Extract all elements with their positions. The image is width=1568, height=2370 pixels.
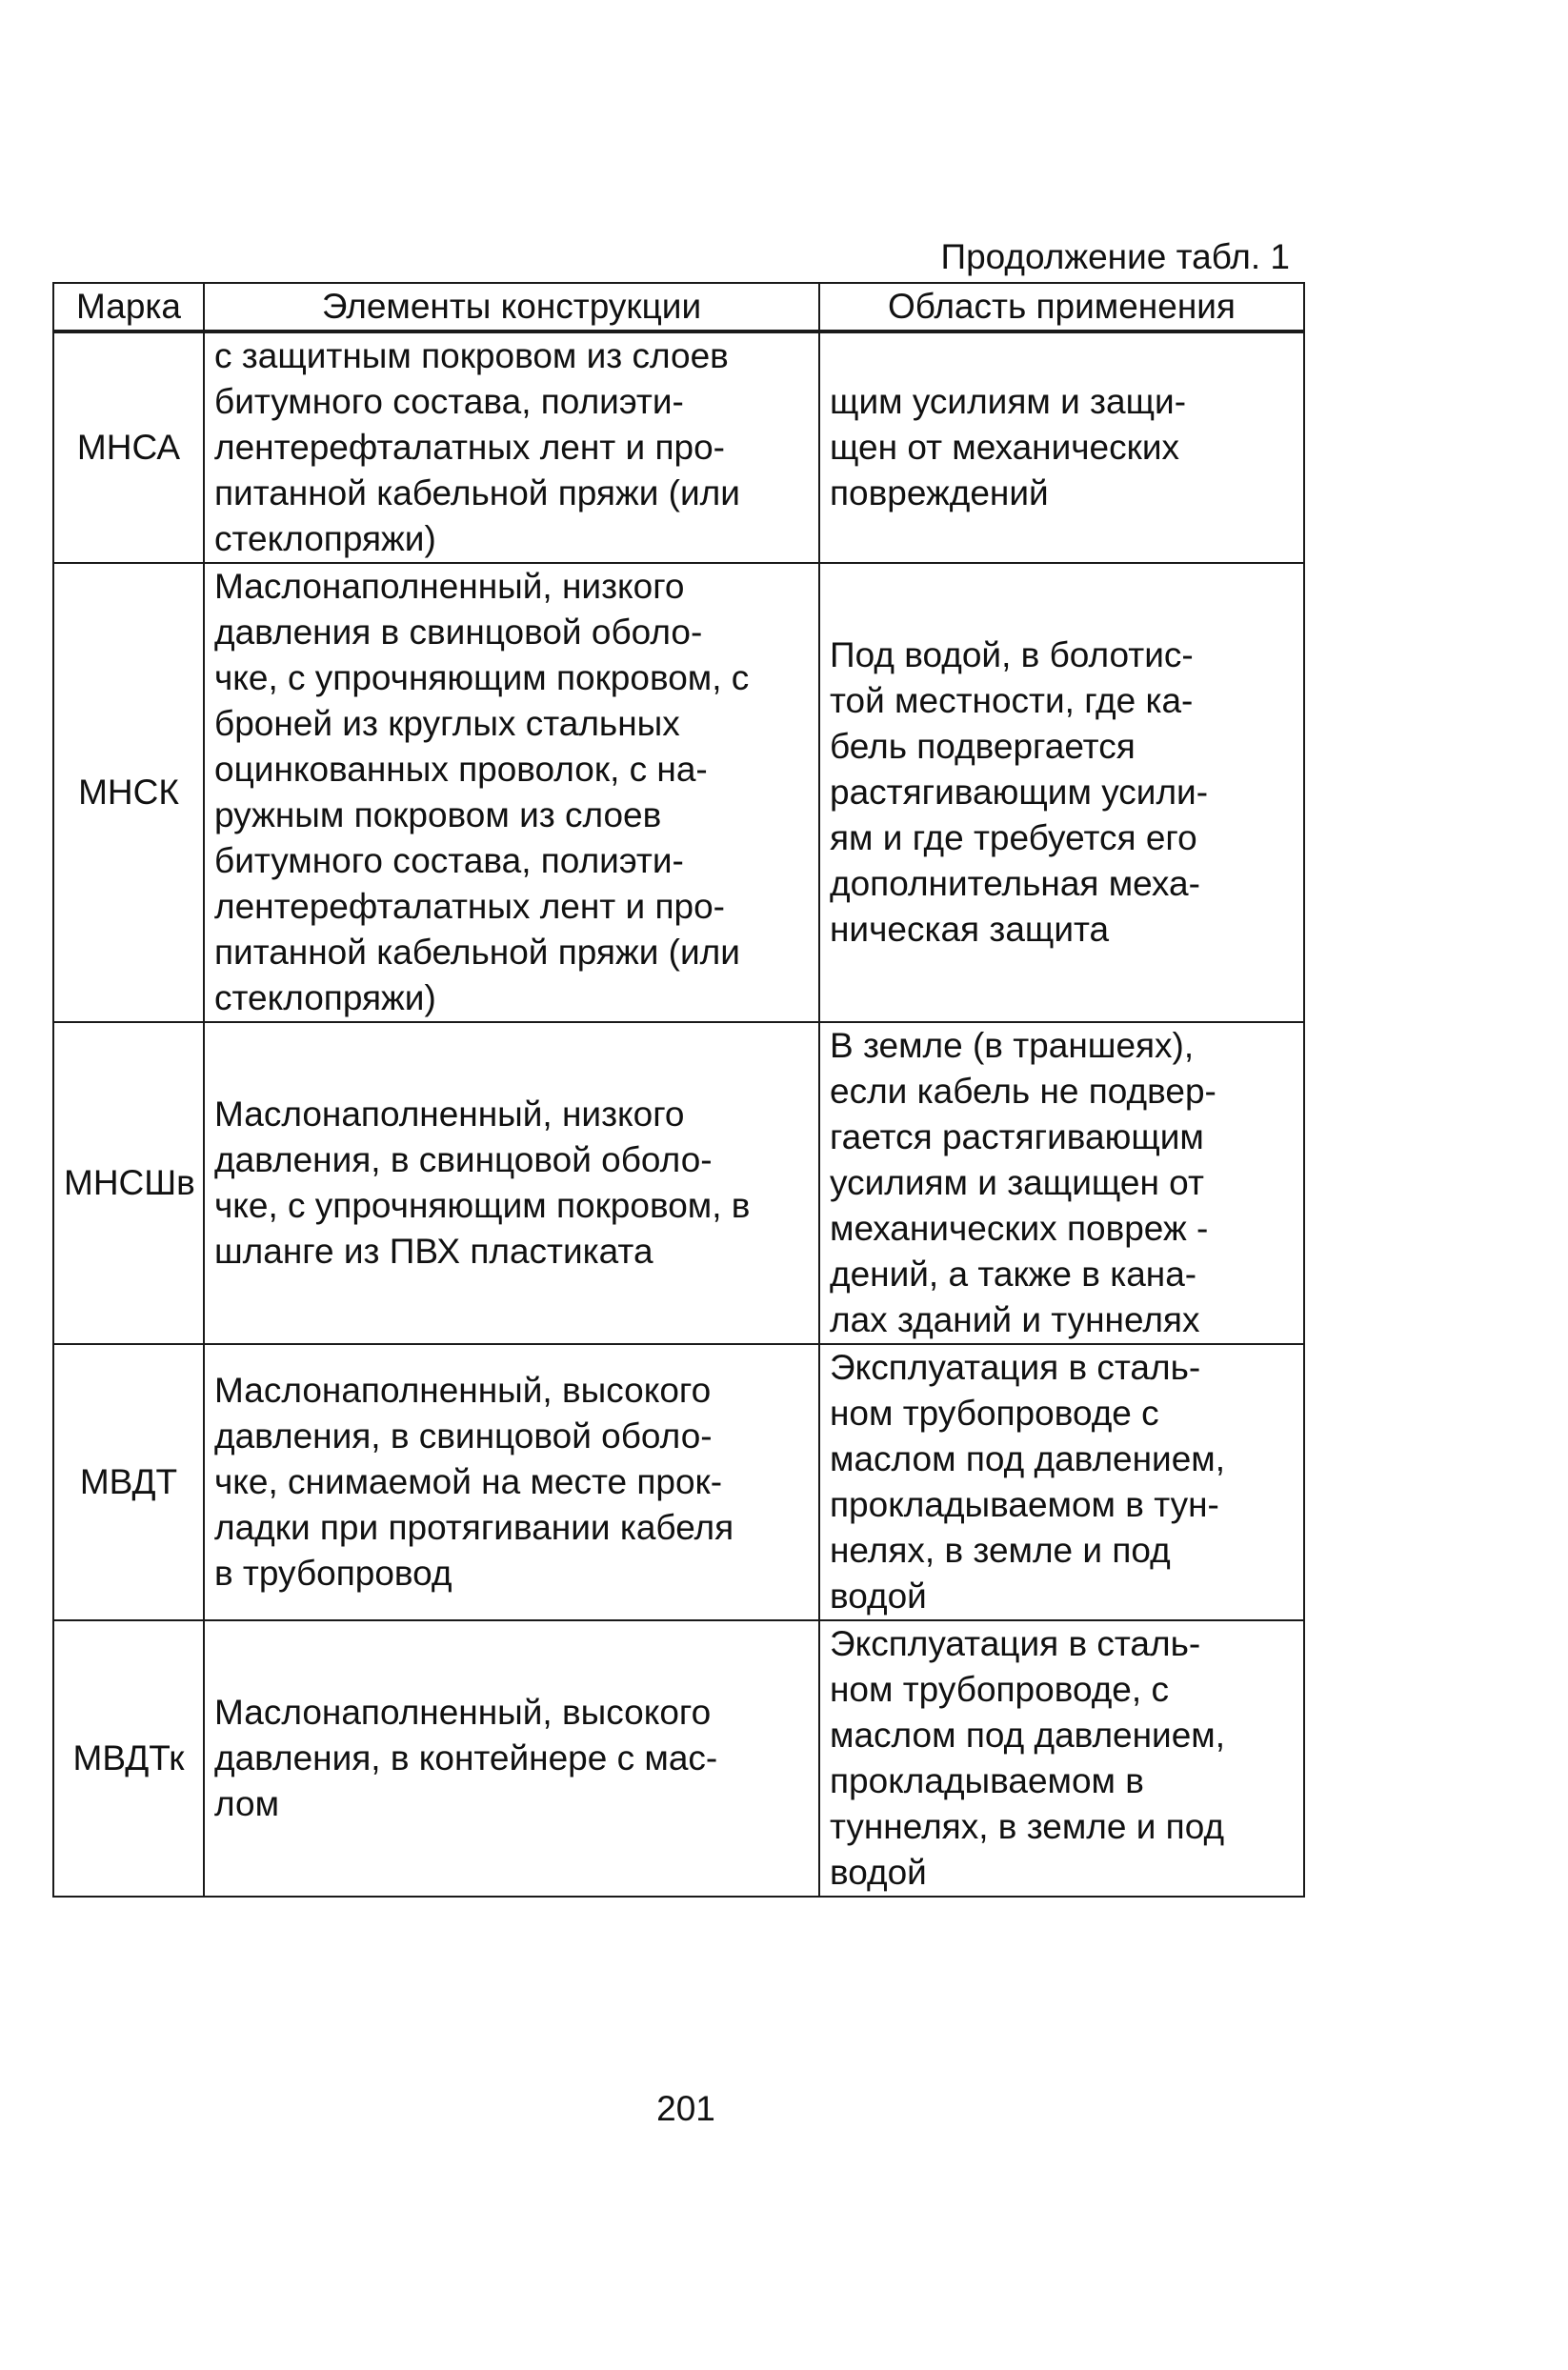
table-row bbox=[53, 563, 1304, 1022]
header-mark: Марка bbox=[53, 283, 204, 331]
cable-table bbox=[52, 282, 1305, 1898]
cell-area bbox=[819, 1022, 1304, 1344]
text-line: дений, а также в кана- bbox=[830, 1255, 1197, 1294]
page-number: 201 bbox=[656, 2089, 715, 2128]
text-line: прокладываемом в bbox=[830, 1761, 1144, 1800]
text-line: чке, с упрочняющим покровом, с bbox=[214, 658, 750, 697]
cell-elements bbox=[204, 1022, 819, 1344]
text-line: растягивающим усили- bbox=[830, 773, 1209, 812]
text-line: той местности, где ка- bbox=[830, 681, 1194, 720]
text-line: прокладываемом в тун- bbox=[830, 1485, 1219, 1524]
text-line: ям и где требуется его bbox=[830, 818, 1197, 857]
text-line: маслом под давлением, bbox=[830, 1716, 1226, 1755]
text-line: Маслонаполненный, высокого bbox=[214, 1371, 712, 1410]
cell-elements bbox=[204, 563, 819, 1022]
text-line: чке, снимаемой на месте прок- bbox=[214, 1462, 723, 1501]
cell-area bbox=[819, 1620, 1304, 1897]
cell-elements bbox=[204, 1620, 819, 1897]
text-line: дополнительная меха- bbox=[830, 864, 1200, 903]
text-line: нелях, в земле и под bbox=[830, 1531, 1171, 1570]
text-line: давления, в свинцовой оболо- bbox=[214, 1140, 713, 1179]
text-line: Маслонаполненный, низкого bbox=[214, 1095, 685, 1134]
text-line: давления, в контейнере с мас- bbox=[214, 1738, 718, 1778]
text-line: давления, в свинцовой оболо- bbox=[214, 1416, 713, 1456]
text-line: оцинкованных проволок, с на- bbox=[214, 750, 708, 789]
text-line: ружным покровом из слоев bbox=[214, 795, 662, 834]
text-line: ладки при протягивании кабеля bbox=[214, 1508, 734, 1547]
text-line: механических повреж - bbox=[830, 1209, 1209, 1248]
text-line: броней из круглых стальных bbox=[214, 704, 680, 743]
text-line: усилиям и защищен от bbox=[830, 1163, 1204, 1202]
cell-area bbox=[819, 1344, 1304, 1620]
text-line: Эксплуатация в сталь- bbox=[830, 1348, 1201, 1387]
text-line: стеклопряжи) bbox=[214, 519, 436, 558]
text-line: битумного состава, полиэти- bbox=[214, 841, 684, 880]
cell-mark: МНСА bbox=[53, 331, 204, 563]
text-line: питанной кабельной пряжи (или bbox=[214, 933, 740, 972]
text-line: В земле (в траншеях), bbox=[830, 1026, 1195, 1065]
cell-area bbox=[819, 331, 1304, 563]
text-line: Маслонаполненный, низкого bbox=[214, 567, 685, 606]
text-line: ном трубопроводе, с bbox=[830, 1670, 1169, 1709]
cell-mark: МНСШв bbox=[53, 1022, 204, 1344]
text-line: водой bbox=[830, 1577, 927, 1616]
text-line: маслом под давлением, bbox=[830, 1439, 1226, 1478]
text-line: лентерефталатных лент и про- bbox=[214, 428, 725, 467]
header-elements: Элементы конструкции bbox=[204, 283, 819, 331]
table-row bbox=[53, 1620, 1304, 1897]
cell-mark: МВДТк bbox=[53, 1620, 204, 1897]
text-line: давления в свинцовой оболо- bbox=[214, 613, 703, 652]
cell-area bbox=[819, 563, 1304, 1022]
text-line: ническая защита bbox=[830, 910, 1110, 949]
cell-elements bbox=[204, 1344, 819, 1620]
table-row bbox=[53, 331, 1304, 563]
text-line: щим усилиям и защи- bbox=[830, 382, 1187, 421]
table-row bbox=[53, 1344, 1304, 1620]
text-line: с защитным покровом из слоев bbox=[214, 336, 729, 375]
text-line: если кабель не подвер- bbox=[830, 1072, 1216, 1111]
header-area: Область применения bbox=[819, 283, 1304, 331]
text-line: питанной кабельной пряжи (или bbox=[214, 473, 740, 512]
text-line: лентерефталатных лент и про- bbox=[214, 887, 725, 926]
text-line: гается растягивающим bbox=[830, 1117, 1204, 1156]
text-line: шланге из ПВХ пластиката bbox=[214, 1232, 653, 1271]
text-line: лах зданий и туннелях bbox=[830, 1300, 1200, 1339]
text-line: повреждений bbox=[830, 473, 1049, 512]
cell-mark: МВДТ bbox=[53, 1344, 204, 1620]
table-caption: Продолжение табл. 1 bbox=[940, 237, 1290, 276]
text-line: водой bbox=[830, 1853, 927, 1892]
cell-mark: МНСК bbox=[53, 563, 204, 1022]
text-line: ном трубопроводе с bbox=[830, 1394, 1159, 1433]
text-line: щен от механических bbox=[830, 428, 1179, 467]
text-line: бель подвергается bbox=[830, 727, 1136, 766]
text-line: Под водой, в болотис- bbox=[830, 635, 1194, 674]
text-line: туннелях, в земле и под bbox=[830, 1807, 1225, 1846]
text-line: Маслонаполненный, высокого bbox=[214, 1693, 712, 1732]
text-line: битумного состава, полиэти- bbox=[214, 382, 684, 421]
text-line: лом bbox=[214, 1784, 280, 1823]
table-header-row bbox=[53, 283, 1304, 331]
text-line: Эксплуатация в сталь- bbox=[830, 1624, 1201, 1663]
text-line: чке, с упрочняющим покровом, в bbox=[214, 1186, 751, 1225]
table-row bbox=[53, 1022, 1304, 1344]
text-line: в трубопровод bbox=[214, 1554, 452, 1593]
cell-elements bbox=[204, 331, 819, 563]
text-line: стеклопряжи) bbox=[214, 978, 436, 1017]
